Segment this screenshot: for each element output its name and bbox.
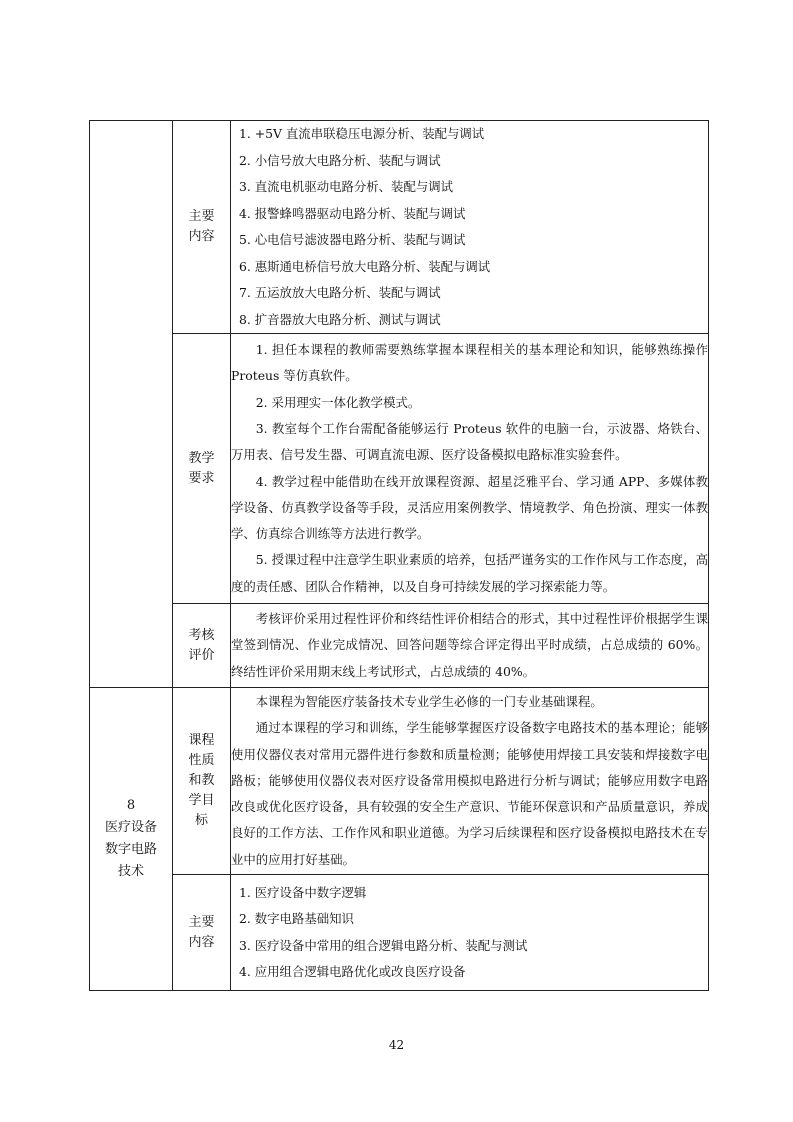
course-name-cell: [90, 688, 173, 991]
teaching-requirement-label: 教学 要求: [173, 334, 231, 604]
assessment-text: [231, 604, 709, 688]
teaching-requirement-text: [231, 334, 709, 604]
list-item: 7. 五运放放大电路分析、装配与调试: [239, 285, 441, 300]
main-content-label: 主要 内容: [173, 121, 231, 334]
paragraph: 5. 授课过程中注意学生职业素质的培养，包括严谨务实的工作作风与工作态度，高度的责任感、团队合作精神，以及自身可持续发展的学习探索能力等。: [231, 552, 708, 594]
table-row: [90, 875, 709, 991]
course-name-line: 技术: [117, 864, 144, 879]
course-name-line: 医疗设备: [104, 820, 157, 835]
list-item: 4. 报警蜂鸣器驱动电路分析、装配与调试: [239, 205, 466, 221]
paragraph: 1. 担任本课程的教师需要熟练掌握本课程相关的基本理论和知识，能够熟练操作 Proteus 等仿真软件。: [231, 342, 708, 384]
page-number: 42: [388, 1038, 405, 1052]
list-item: 6. 惠斯通电桥信号放大电路分析、装配与调试: [239, 258, 491, 274]
list-item: 1. 医疗设备中数字逻辑: [239, 884, 367, 900]
list-item: 2. 小信号放大电路分析、装配与调试: [239, 152, 441, 168]
course-name-line: 数字电路: [104, 842, 157, 857]
paragraph: 3. 教室每个工作台需配备能够运行 Proteus 软件的电脑一台，示波器、烙铁台、万用表、信号发生器、可调直流电源、医疗设备模拟电路标准实验套件。: [231, 420, 708, 463]
main-content-label: 主要 内容: [173, 875, 231, 991]
table-row: [90, 334, 709, 604]
list-item: 3. 直流电机驱动电路分析、装配与调试: [239, 179, 454, 194]
paragraph: 2. 采用理实一体化教学模式。: [255, 394, 421, 410]
main-content-list: [231, 121, 709, 334]
table-row: [90, 604, 709, 688]
table-row: [90, 121, 709, 334]
course-nature-label: 课程 性质 和教 学目 标: [173, 688, 231, 875]
paragraph: 通过本课程的学习和训练，学生能够掌握医疗设备数字电路技术的基本理论；能够使用仪器仪表对常用元器件进行参数和质量检测；能够使用焊接工具安装和焊接数字电路板；能够使用仪器仪表对医疗设备常用模拟电路进行分析与调试；能够应用数字电路改良或优化医疗设备，具有较强的安全生产意识、节能环保意识和产品质量意识，养成良好的工作方法、工作作风和职业道德。为学习后续课程和医疗设备模拟电路技术在专业中的应用打好基础。: [231, 720, 708, 867]
main-content-list: [231, 875, 709, 991]
assessment-label: 考核 评价: [173, 604, 231, 688]
course-table: [89, 120, 709, 991]
table-row: [90, 688, 709, 875]
list-item: 3. 医疗设备中常用的组合逻辑电路分析、装配与测试: [239, 937, 528, 953]
list-item: 4. 应用组合逻辑电路优化或改良医疗设备: [239, 964, 466, 979]
course-number: 8: [126, 798, 136, 813]
list-item: 2. 数字电路基础知识: [239, 911, 354, 926]
course-nature-text: [231, 688, 709, 875]
course-name-cell-empty: [90, 121, 173, 688]
paragraph: 考核评价采用过程性评价和终结性评价相结合的形式，其中过程性评价根据学生课堂签到情况、作业完成情况、回答问题等综合评定得出平时成绩，占总成绩的 60%。终结性评价采用期末线上考试形式，占总成绩的 40%。: [231, 610, 708, 679]
paragraph: 4. 教学过程中能借助在线开放课程资源、超星泛雅平台、学习通 APP、多媒体教学设备、仿真教学设备等手段，灵活应用案例教学、情境教学、角色扮演、理实一体教学、仿真综合训练等方法进行教学。: [231, 473, 708, 542]
paragraph: 本课程为智能医疗装备技术专业学生必修的一门专业基础课程。: [255, 693, 603, 709]
list-item: 5. 心电信号滤波器电路分析、装配与调试: [239, 232, 466, 247]
list-item: 8. 扩音器放大电路分析、测试与调试: [239, 311, 441, 327]
list-item: 1. +5V 直流串联稳压电源分析、装配与调试: [239, 126, 485, 141]
